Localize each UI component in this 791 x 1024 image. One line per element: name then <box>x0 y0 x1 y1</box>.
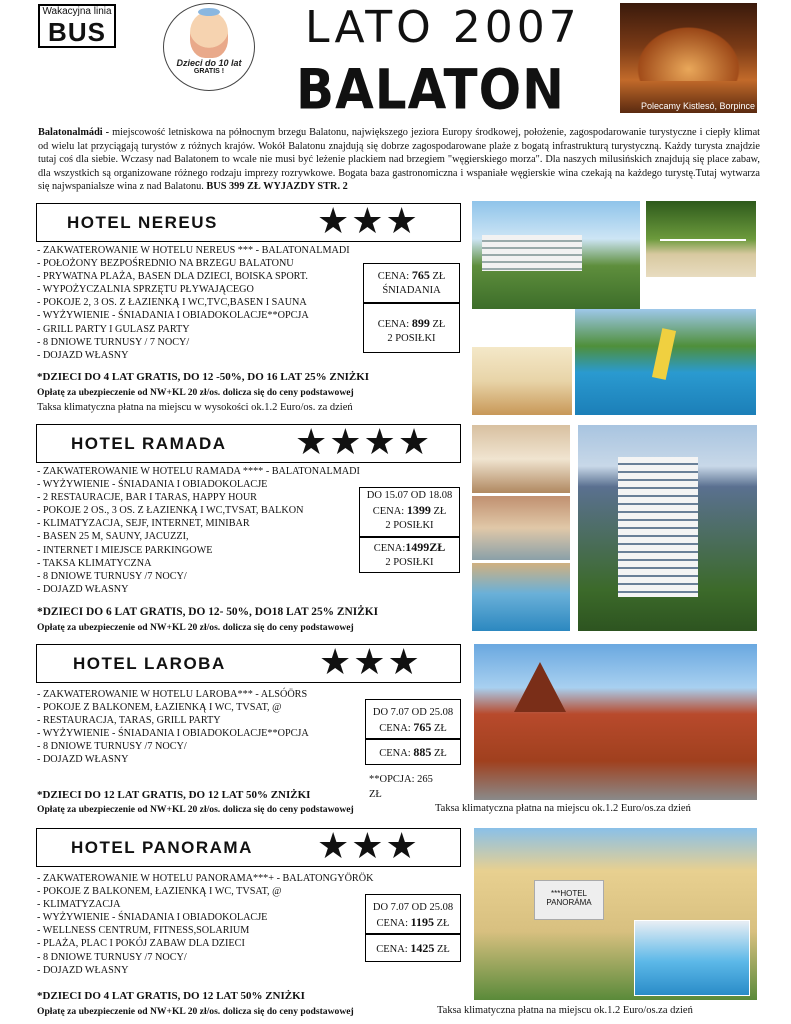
list-item: - BASEN 25 M, SAUNY, JACUZZI, <box>37 531 189 543</box>
indoor-pool-inset <box>634 920 750 996</box>
price-unit: ZŁ <box>433 723 447 734</box>
logo-subtitle: Wakacyjna linia <box>42 6 112 17</box>
price-value: 885 <box>413 745 432 759</box>
kids-discount: *DZIECI DO 6 LAT GRATIS, DO 12- 50%, DO18 LAT 25% ZNIŻKI <box>37 606 379 618</box>
hotel-room-photo <box>472 347 572 415</box>
list-item: - WYPOŻYCZALNIA SPRZĘTU PŁYWAJĄCEGO <box>37 284 254 296</box>
intro-text: miejscowość letniskowa na północnym brzegu Balatonu, największego jeziora Europy środkowej, położenie, zagospodarowanie turystyczne i ciepły klimat od wielu lat przyciągają turystów z różnych krajów. Wokół Balatonu znajdują się dobrze zagospodarowane plaże z bogatą infrastrukturą turystyczną. Każdy turysta znajdzie tutaj coś dla siebie. Wczasy nad Balatonem to wcale nie musi być leżenie plackiem nad brzegiem "węgierskiego morza". Dla naszych milusińskich znajdują się place zabaw, dla wszystkich są organizowane różnego rodzaju imprezy rozrywkowe. Bogata baza gastronomiczna i wspaniałe węgierskie wina czekają na każdego turystę.Tutaj wytwarza się najwspanialsze wina z nad Balatonu. <box>38 127 761 193</box>
price-unit: ZŁ <box>433 506 447 517</box>
hotel-ramada-features <box>37 465 360 596</box>
price-note: 2 POSIŁKI <box>387 333 436 344</box>
kids-discount: *DZIECI DO 4 LAT GRATIS, DO 12 -50%, DO 16 LAT 25% ZNIŻKI <box>37 371 370 383</box>
star-rating-icon: ★★★★ <box>295 422 433 463</box>
list-item: - TAKSA KLIMATYCZNA <box>37 557 152 569</box>
price-value: 1399 <box>406 503 431 517</box>
list-item: - DOJAZD WŁASNY <box>37 349 129 361</box>
hotel-sign-line2: PANORÁMA <box>546 898 592 907</box>
hotel-sign-line1: ***HOTEL <box>550 889 587 898</box>
hotel-nereus-building-photo <box>472 201 640 309</box>
price-label: CENA: <box>379 748 411 759</box>
climate-tax-note: Taksa klimatyczna płatna na miejscu ok.1.2 Euro/os.za dzień <box>437 1005 693 1016</box>
list-item: - PLAŻA, PLAC I POKÓJ ZABAW DLA DZIECI <box>37 938 245 950</box>
price-note: 2 POSIŁKI <box>385 520 434 531</box>
hotel-name: HOTEL PANORAMA <box>71 838 253 857</box>
price-label: CENA: <box>372 506 405 517</box>
list-item: - ZAKWATEROWANIE W HOTELU PANORAMA***+ - BALATONGYÖRÖK <box>37 873 374 884</box>
price-label: CENA: <box>377 319 410 330</box>
price-value: 765 <box>411 268 430 282</box>
tower-shape <box>618 457 698 597</box>
option-unit: ZŁ <box>369 789 382 800</box>
list-item: - WYŻYWIENIE - ŚNIADANIA I OBIADOKOLACJE <box>37 912 268 924</box>
hotel-ramada-room-photo <box>472 425 570 493</box>
price-label: CENA: <box>377 271 410 282</box>
price-value: 899 <box>411 316 430 330</box>
list-item: - POKOJE Z BALKONEM, ŁAZIENKĄ I WC, TVSAT, @ <box>37 702 282 714</box>
badge-subtext: GRATIS ! <box>193 68 225 75</box>
list-item: - RESTAURACJA, TARAS, GRILL PARTY <box>37 715 221 727</box>
star-rating-icon: ★★★ <box>317 826 420 867</box>
season-title: LATO 2007 <box>305 2 581 53</box>
price-value: 1425 <box>410 941 435 955</box>
list-item: - KLIMATYZACJA, SEJF, INTERNET, MINIBAR <box>37 518 250 530</box>
hotel-ramada-spa-photo <box>472 496 570 560</box>
price-label: CENA: <box>373 543 406 554</box>
climate-tax-note: Taksa klimatyczna płatna na miejscu ok.1.2 Euro/os.za dzień <box>435 803 691 814</box>
photo-caption: Polecamy Kistlesó, Borpince <box>640 101 755 111</box>
insurance-note: Opłatę za ubezpieczenie od NW+KL 20 zł/os. dolicza się do ceny podstawowej <box>37 1006 354 1017</box>
price-label: CENA: <box>376 944 408 955</box>
pool-slide-photo <box>575 309 756 415</box>
hotel-laroba-features <box>37 688 309 767</box>
hotel-nereus-features <box>37 244 350 362</box>
hotel-ramada-pool-photo <box>472 563 570 631</box>
page-title: BALATON <box>296 58 565 122</box>
price-note: ŚNIADANIA <box>382 285 441 296</box>
price-unit: ZŁ <box>432 271 446 282</box>
hotel-nereus-header <box>36 203 461 242</box>
climate-tax-note: Taksa klimatyczna płatna na miejscu w wysokości ok.1.2 Euro/os. za dzień <box>37 402 353 413</box>
tower-roof <box>514 662 566 712</box>
price-dates: DO 7.07 OD 25.08 <box>372 902 454 913</box>
price-box-halfboard <box>363 303 460 353</box>
list-item: - DOJAZD WŁASNY <box>37 754 129 766</box>
price-box-high-season <box>365 934 461 962</box>
list-item: - POKOJE Z BALKONEM, ŁAZIENKĄ I WC, TVSAT, @ <box>37 886 282 898</box>
list-item: - ZAKWATEROWANIE W HOTELU RAMADA **** - BALATONALMADI <box>37 466 360 477</box>
star-rating-icon: ★★★ <box>319 642 422 683</box>
option-price: **OPCJA: 265 <box>369 774 433 785</box>
price-box-season <box>359 487 460 537</box>
intro-paragraph <box>38 126 760 194</box>
list-item: - GRILL PARTY I GULASZ PARTY <box>37 323 190 335</box>
hotel-panorama-features <box>37 872 373 977</box>
list-item: - ZAKWATEROWANIE W HOTELU LAROBA*** - ALSÓÖRS <box>37 689 308 700</box>
list-item: - DOJAZD WŁASNY <box>37 964 129 976</box>
kids-discount: *DZIECI DO 4 LAT GRATIS, DO 12 LAT 50% ZNIŻKI <box>37 990 305 1002</box>
hotel-ramada-header <box>36 424 461 463</box>
price-unit: ZŁ <box>433 748 447 759</box>
logo-text: BUS <box>48 17 106 47</box>
hotel-ramada-building-photo <box>578 425 757 631</box>
wine-cellar-photo <box>620 3 757 113</box>
list-item: - KLIMATYZACJA <box>37 899 121 911</box>
kids-discount: *DZIECI DO 12 LAT GRATIS, DO 12 LAT 50% ZNIŻKI <box>37 789 311 801</box>
price-dates: DO 7.07 OD 25.08 <box>372 707 454 718</box>
hotel-laroba-header <box>36 644 461 683</box>
badge-text: Dzieci do 10 lat <box>176 58 242 68</box>
beach-volleyball-photo <box>646 201 756 277</box>
baby-illustration-icon <box>190 12 228 58</box>
list-item: - WYŻYWIENIE - ŚNIADANIA I OBIADOKOLACJE <box>37 479 268 491</box>
price-box-high-season <box>365 739 461 765</box>
price-value: 765 <box>413 720 432 734</box>
list-item: - WELLNESS CENTRUM, FITNESS,SOLARIUM <box>37 925 250 937</box>
price-label: CENA: <box>376 918 409 929</box>
hotel-panorama-header <box>36 828 461 867</box>
list-item: - ZAKWATEROWANIE W HOTELU NEREUS *** - BALATONALMADI <box>37 245 350 256</box>
list-item: - WYŻYWIENIE - ŚNIADANIA I OBIADOKOLACJE**OPCJA <box>37 728 309 740</box>
price-unit: ZŁ <box>432 319 446 330</box>
star-rating-icon: ★★★ <box>317 201 420 242</box>
volleyball-net <box>660 239 746 241</box>
list-item: - PRYWATNA PLAŻA, BASEN DLA DZIECI, BOISKA SPORT. <box>37 271 308 283</box>
list-item: - INTERNET I MIEJSCE PARKINGOWE <box>37 544 213 556</box>
bus-info: BUS 399 ZŁ WYJAZDY STR. 2 <box>206 181 348 193</box>
list-item: - POŁOŻONY BEZPOŚREDNIO NA BRZEGU BALATONU <box>37 258 294 270</box>
list-item: - 8 DNIOWE TURNUSY /7 NOCY/ <box>37 951 187 963</box>
list-item: - POKOJE 2 OS., 3 OS. Z ŁAZIENKĄ I WC,TVSAT, BALKON <box>37 505 304 517</box>
price-dates: DO 15.07 OD 18.08 <box>366 490 453 501</box>
list-item: - 2 RESTAURACJE, BAR I TARAS, HAPPY HOUR <box>37 492 257 504</box>
building-shape <box>482 235 582 271</box>
price-box-breakfast <box>363 263 460 303</box>
list-item: - DOJAZD WŁASNY <box>37 583 129 595</box>
price-note: 2 POSIŁKI <box>385 557 434 568</box>
price-box-season <box>365 699 461 739</box>
hotel-name: HOTEL RAMADA <box>71 434 227 453</box>
price-unit: ZŁ <box>436 944 450 955</box>
hotel-name: HOTEL LAROBA <box>73 654 226 673</box>
price-box-high-season <box>359 537 460 573</box>
intro-place: Balatonalmádi - <box>38 127 110 138</box>
insurance-note: Opłatę za ubezpieczenie od NW+KL 20 zł/os. dolicza się do ceny podstawowej <box>37 387 354 398</box>
list-item: - POKOJE 2, 3 OS. Z ŁAZIENKĄ I WC,TVC,BASEN I SAUNA <box>37 297 307 309</box>
insurance-note: Opłatę za ubezpieczenie od NW+KL 20 zł/os. dolicza się do ceny podstawowej <box>37 622 354 633</box>
bus-logo <box>38 4 116 48</box>
insurance-note: Opłatę za ubezpieczenie od NW+KL 20 zł/os. dolicza się do ceny podstawowej <box>37 804 354 815</box>
hotel-laroba-building-photo <box>474 644 757 800</box>
list-item: - 8 DNIOWE TURNUSY / 7 NOCY/ <box>37 336 190 348</box>
list-item: - 8 DNIOWE TURNUSY /7 NOCY/ <box>37 570 187 582</box>
price-box-season <box>365 894 461 934</box>
slide-shape <box>652 328 676 380</box>
list-item: - 8 DNIOWE TURNUSY /7 NOCY/ <box>37 741 187 753</box>
price-unit: ZŁ <box>436 918 450 929</box>
price-value: 1499ZŁ <box>405 540 446 554</box>
price-label: CENA: <box>379 723 411 734</box>
hotel-panorama-building-photo <box>474 828 757 1000</box>
list-item: - WYŻYWIENIE - ŚNIADANIA I OBIADOKOLACJE**OPCJA <box>37 310 309 322</box>
price-value: 1195 <box>410 915 434 929</box>
kids-free-badge <box>163 3 255 91</box>
hotel-sign <box>534 880 604 920</box>
hotel-name: HOTEL NEREUS <box>67 213 218 232</box>
